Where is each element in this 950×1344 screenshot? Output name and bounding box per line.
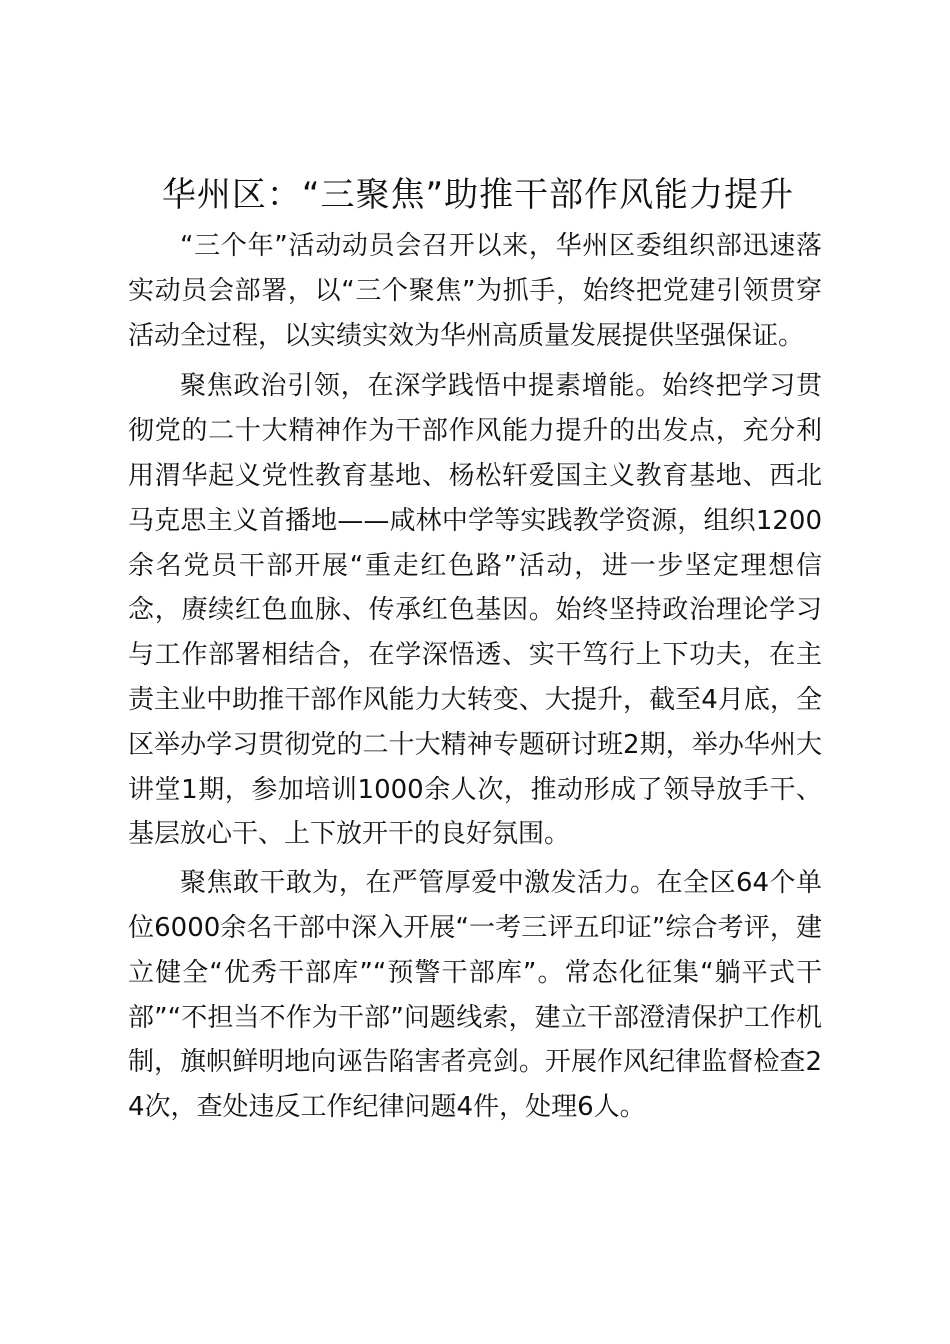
document-body	[128, 224, 822, 1134]
paragraph-intro: “三个年”活动动员会召开以来，华州区委组织部迅速落实动员会部署，以“三个聚焦”为抓手，始终把党建引领贯穿活动全过程，以实绩实效为华州高质量发展提供坚强保证。	[128, 231, 822, 351]
document-title: 华州区：“三聚焦”助推干部作风能力提升	[161, 175, 795, 215]
paragraph-political-leadership: 聚焦政治引领，在深学践悟中提素增能。始终把学习贯彻党的二十大精神作为干部作风能力提升的出发点，充分利用渭华起义党性教育基地、杨松轩爱国主义教育基地、西北马克思主义首播地——咸林中学等实践教学资源，组织1200余名党员干部开展“重走红色路”活动，进一步坚定理想信念，赓续红色血脉、传承红色基因。始终坚持政治理论学习与工作部署相结合，在学深悟透、实干笃行上下功夫，在主责主业中助推干部作风能力大转变、大提升，截至4月底，全区举办学习贯彻党的二十大精神专题研讨班2期，举办华州大讲堂1期，参加培训1000余人次，推动形成了领导放手干、基层放心干、上下放开干的良好氛围。	[128, 371, 822, 850]
paragraph-dare-to-act: 聚焦敢干敢为，在严管厚爱中激发活力。在全区64个单位6000余名干部中深入开展“一考三评五印证”综合考评，建立健全“优秀干部库”“预警干部库”。常态化征集“躺平式干部”“不担当不作为干部”问题线索，建立干部澄清保护工作机制，旗帜鲜明地向诬告陷害者亮剑。开展作风纪律监督检查24次，查处违反工作纪律问题4件，处理6人。	[128, 868, 822, 1123]
